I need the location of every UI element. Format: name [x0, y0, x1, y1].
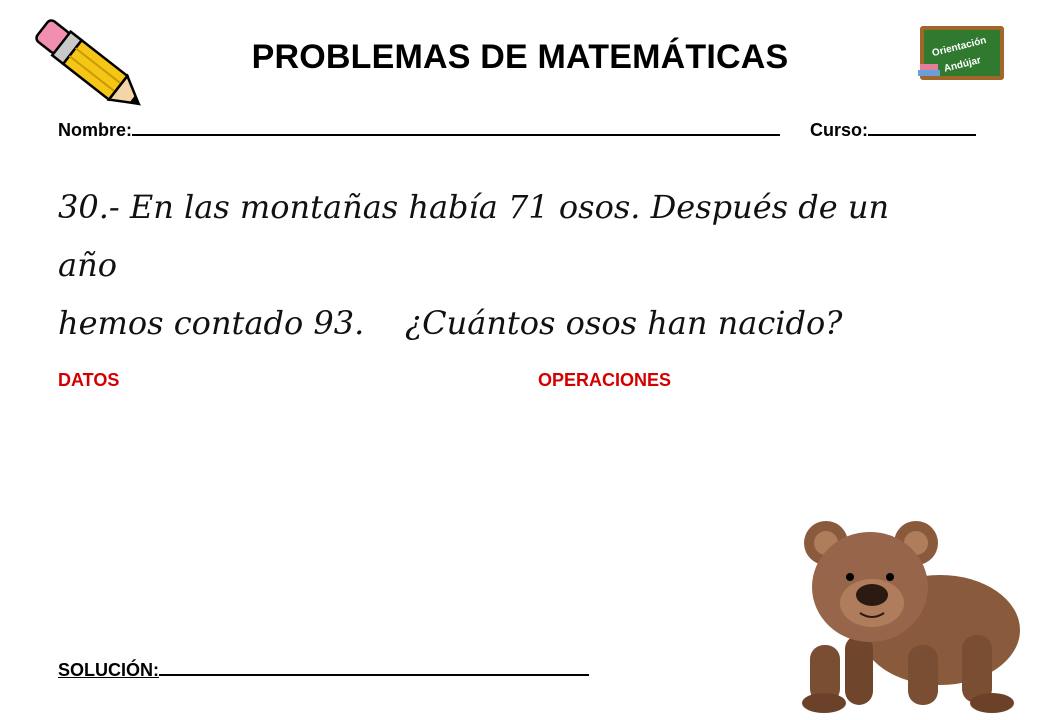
- bear-illustration: [790, 515, 1030, 715]
- curso-field[interactable]: [810, 118, 976, 141]
- problem-line-1: 30.- En las montañas había 71 osos. Después de un año: [58, 188, 890, 284]
- logo-line1: Orientación: [930, 35, 988, 60]
- operaciones-heading: OPERACIONES: [538, 370, 672, 390]
- chalkboard-logo: [918, 24, 1006, 82]
- page-title: PROBLEMAS DE MATEMÁTICAS: [251, 38, 789, 76]
- logo-line2: Andújar: [942, 54, 983, 75]
- nombre-field[interactable]: [58, 118, 780, 141]
- solucion-underline[interactable]: [159, 658, 589, 676]
- curso-underline[interactable]: [868, 118, 976, 136]
- datos-heading: DATOS: [58, 370, 120, 390]
- nombre-label: Nombre:: [58, 120, 133, 140]
- nombre-underline[interactable]: [132, 118, 780, 136]
- problem-line-2: hemos contado 93. ¿Cuántos osos han nacido?: [58, 304, 843, 342]
- curso-label: Curso:: [810, 120, 868, 140]
- logo-graphic: [918, 24, 1006, 82]
- problem-statement: [58, 178, 958, 352]
- solucion-label: SOLUCIÓN:: [58, 660, 159, 680]
- solucion-field[interactable]: [58, 658, 589, 681]
